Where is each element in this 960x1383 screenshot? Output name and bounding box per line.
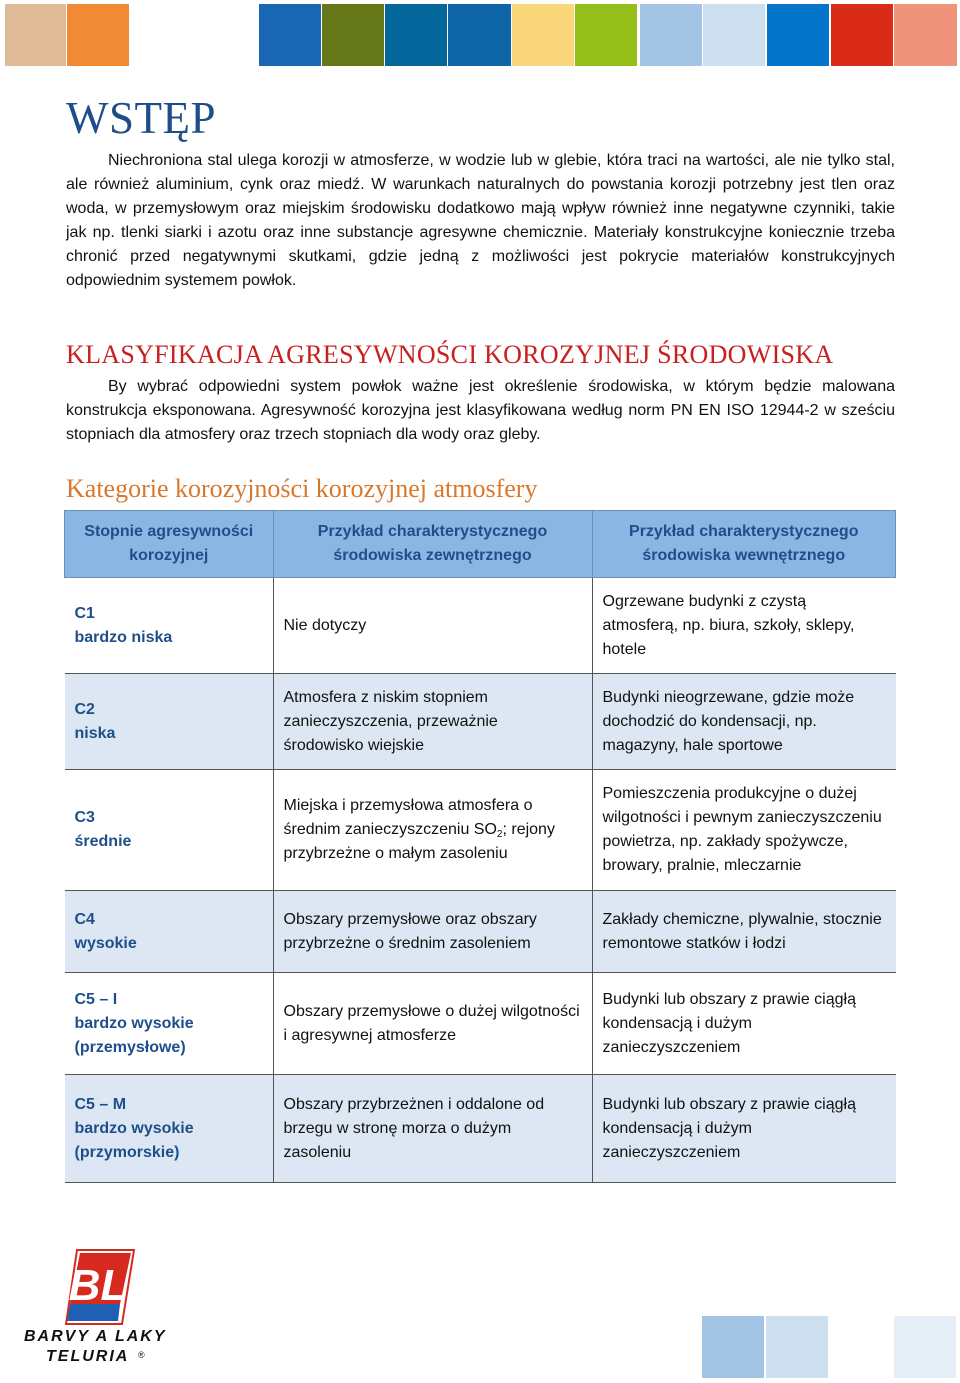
header-swatch — [767, 4, 829, 66]
indoor-cell: Budynki lub obszary z prawie ciągłą kondensacją i dużym zanieczyszczeniem — [592, 1075, 896, 1183]
registered-mark: ® — [138, 1350, 145, 1360]
category-note: (przemysłowe) — [74, 1038, 186, 1056]
table-row — [65, 674, 896, 770]
header-swatch — [448, 4, 511, 66]
category-level: niska — [74, 724, 116, 742]
classification-title: KLASYFIKACJA AGRESYWNOŚCI KOROZYJNEJ ŚRODOWISKA — [66, 340, 834, 369]
table-row — [65, 578, 896, 674]
category-code: C2 — [74, 700, 95, 718]
category-level: bardzo niska — [74, 628, 173, 646]
category-level: bardzo wysokie — [74, 1014, 194, 1032]
outdoor-cell: Atmosfera z niskim stopniem zanieczyszczenia, przeważnie środowisko wiejskie — [273, 674, 592, 770]
header-swatch — [385, 4, 447, 66]
indoor-cell: Budynki nieogrzewane, gdzie może dochodzić do kondensacji, np. magazyny, hale sportowe — [592, 674, 896, 770]
category-code: C3 — [74, 809, 95, 826]
category-code: C4 — [74, 910, 95, 928]
corrosivity-table — [64, 510, 896, 1183]
header-swatch — [67, 4, 129, 66]
classification-paragraph: By wybrać odpowiedni system powłok ważne jest określenie środowiska, w którym będzie malowana konstrukcja eksponowana. Agresywność korozyjna jest klasyfikowana według norm PN EN ISO 12944-2 w sześciu stopniach dla atmosfery oraz trzech stopniach dla wody oraz gleby. — [66, 378, 895, 443]
outdoor-cell: Obszary przybrzeżnen i oddalone od brzegu w stronę morza o dużym zasoleniu — [273, 1075, 592, 1183]
header-swatch — [259, 4, 321, 66]
intro-title: WSTĘP — [66, 93, 217, 143]
header-swatch — [322, 4, 384, 66]
header-color-strip — [0, 4, 960, 66]
header-swatch — [831, 4, 893, 66]
category-cell — [65, 674, 274, 770]
indoor-cell: Ogrzewane budynki z czystą atmosferą, np. biura, szkoły, sklepy, hotele — [592, 578, 896, 674]
header-indoor: Przykład charakterystycznego środowiska wewnętrznego — [592, 511, 896, 578]
outdoor-cell: Obszary przemysłowe oraz obszary przybrzeżne o średnim zasoleniem — [273, 891, 592, 973]
subscript: 2 — [496, 829, 503, 840]
indoor-cell: Budynki lub obszary z prawie ciągłą kondensacją i dużym zanieczyszczeniem — [592, 973, 896, 1075]
footer-swatch — [894, 1316, 956, 1378]
logo-monogram: BL — [68, 1261, 128, 1310]
category-code: C1 — [74, 604, 95, 622]
table-row — [65, 891, 896, 973]
category-code: C5 – M — [74, 1095, 127, 1113]
outdoor-cell — [273, 770, 592, 891]
footer-swatch — [702, 1316, 764, 1378]
table-row — [65, 1075, 896, 1183]
indoor-cell: Zakłady chemiczne, plywalnie, stocznie remontowe statków i łodzi — [592, 891, 896, 973]
outdoor-cell: Obszary przemysłowe o dużej wilgotności i agresywnej atmosferze — [273, 973, 592, 1075]
header-swatch — [512, 4, 574, 66]
outdoor-cell: Nie dotyczy — [273, 578, 592, 674]
table-row — [65, 973, 896, 1075]
category-cell — [65, 973, 274, 1075]
indoor-cell: Pomieszczenia produkcyjne o dużej wilgotności i pewnym zanieczyszczeniu powietrza, np. zakłady spożywcze, browary, pralnie, mleczarnie — [592, 770, 896, 891]
outdoor-text-a: Miejska i przemysłowa atmosfera o średnim zanieczyszczeniu SO — [283, 797, 533, 838]
brand-name-line2: TELURIA — [46, 1348, 130, 1365]
header-swatch — [5, 4, 66, 66]
header-swatch — [703, 4, 765, 66]
category-cell — [65, 770, 274, 891]
header-swatch — [575, 4, 637, 66]
table-row — [65, 770, 896, 891]
category-cell — [65, 578, 274, 674]
brand-name-line1: BARVY A LAKY — [24, 1328, 167, 1345]
category-note: (przymorskie) — [74, 1143, 180, 1161]
category-level: wysokie — [74, 934, 137, 952]
header-swatch — [640, 4, 702, 66]
footer-swatch — [766, 1316, 828, 1378]
header-outdoor: Przykład charakterystycznego środowiska zewnętrznego — [273, 511, 592, 578]
table-header-row — [65, 511, 896, 578]
intro-paragraph: Niechroniona stal ulega korozji w atmosferze, w wodzie lub w glebie, która traci na wartości, ale nie tylko stal, ale również aluminium, cynk oraz miedź. W warunkach naturalnych do powstania korozji potrzebny jest tlen oraz woda, w przemysłowym oraz miejskim środowisku dodatkowo mają wpływ również inne negatywne czynniki, takie jak np. tlenki siarki i azotu oraz inne substancje agresywne chemicznie. Materiały konstrukcyjne koniecznie trzeba chronić przed negatywnymi skutkami, gdzie jedną z możliwości jest pokrycie materiałów konstrukcyjnych odpowiednim systemem powłok. — [66, 152, 895, 289]
header-aggressiveness: Stopnie agresywności korozyjnej — [65, 511, 274, 578]
category-cell — [65, 891, 274, 973]
categories-title: Kategorie korozyjności korozyjnej atmosfery — [66, 474, 538, 503]
category-level: średnie — [74, 833, 132, 850]
category-level: bardzo wysokie — [74, 1119, 194, 1137]
category-cell — [65, 1075, 274, 1183]
header-swatch — [894, 4, 957, 66]
outdoor-text-b: ; rejony przybrzeżne o małym zasoleniu — [283, 821, 555, 862]
category-code: C5 – I — [74, 990, 118, 1008]
